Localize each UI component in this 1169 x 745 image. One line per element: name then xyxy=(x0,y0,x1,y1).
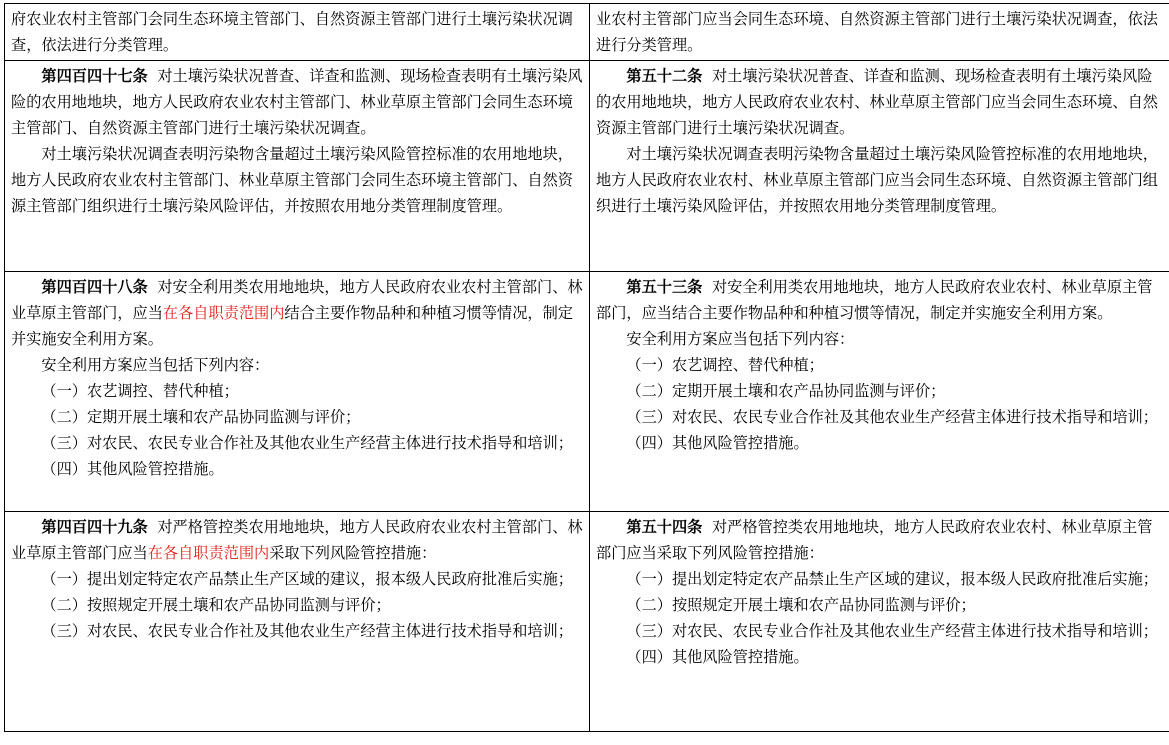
article-number: 第五十二条 xyxy=(626,67,703,85)
article-text: 对土壤污染状况普查、详查和监测、现场检查表明有土壤污染风险的农用地地块，地方人民政府农业农村主管部门、林业草原主管部门会同生态环境主管部门、自然资源主管部门进行土壤污染状况调查。 xyxy=(11,67,583,137)
article-number: 第四百四十八条 xyxy=(41,278,148,296)
paragraph: 安全利用方案应当包括下列内容： xyxy=(626,330,855,348)
article-number: 第五十三条 xyxy=(626,278,703,296)
left-cell xyxy=(5,61,590,272)
paragraph: 对土壤污染状况调查表明污染物含量超过土壤污染风险管控标准的农用地地块，地方人民政府农业农村、林业草原主管部门应当会同生态环境、自然资源主管部门组织进行土壤污染风险评估，并按照农用地分类管理制度管理。 xyxy=(596,145,1158,215)
list-item: （一）提出划定特定农产品禁止生产区域的建议，报本级人民政府批准后实施； xyxy=(626,570,1158,588)
list-item: （二）定期开展土壤和农产品协同监测与评价； xyxy=(626,382,946,400)
article-text: 对安全利用类农用地地块，地方人民政府农业农村主管部门、林业草原主管部门，应当 xyxy=(11,278,583,322)
article-paragraph xyxy=(11,514,584,566)
list-item: （三）对农民、农民专业合作社及其他农业生产经营主体进行技术指导和培训； xyxy=(626,622,1158,640)
list-item: （三）对农民、农民专业合作社及其他农业生产经营主体进行技术指导和培训； xyxy=(41,434,573,452)
right-cell xyxy=(590,272,1169,512)
table-row xyxy=(5,4,1169,61)
list-item: （二）按照规定开展土壤和农产品协同监测与评价； xyxy=(626,596,976,614)
article-text: 采取下列风险管控措施： xyxy=(269,544,437,562)
table-row xyxy=(5,61,1169,272)
article-text: 对严格管控类农用地地块，地方人民政府农业农村主管部门、林业草原主管部门应当 xyxy=(11,518,583,562)
left-cell xyxy=(5,512,590,732)
list-item: （二）按照规定开展土壤和农产品协同监测与评价； xyxy=(41,596,391,614)
list-item: （四）其他风险管控措施。 xyxy=(41,460,224,478)
list-item: （四）其他风险管控措施。 xyxy=(626,648,809,666)
article-number: 第四百四十九条 xyxy=(41,518,148,536)
left-cell xyxy=(5,272,590,512)
highlighted-change: 在各自职责范围内 xyxy=(147,544,270,562)
article-paragraph xyxy=(596,63,1165,141)
paragraph: 府农业农村主管部门会同生态环境主管部门、自然资源主管部门进行土壤污染状况调查，依法进行分类管理。 xyxy=(11,10,573,54)
list-item: （一）农艺调控、替代种植； xyxy=(41,382,239,400)
list-item: （三）对农民、农民专业合作社及其他农业生产经营主体进行技术指导和培训； xyxy=(41,622,573,640)
article-text: 对严格管控类农用地地块，地方人民政府农业农村、林业草原主管部门应当采取下列风险管控措施： xyxy=(596,518,1153,562)
right-cell xyxy=(590,4,1169,61)
article-text: 对安全利用类农用地地块，地方人民政府农业农村、林业草原主管部门，应当结合主要作物品种和种植习惯等情况，制定并实施安全利用方案。 xyxy=(596,278,1153,322)
paragraph: 对土壤污染状况调查表明污染物含量超过土壤污染风险管控标准的农用地地块，地方人民政府农业农村主管部门、林业草原主管部门会同生态环境主管部门、自然资源主管部门组织进行土壤污染风险评估，并按照农用地分类管理制度管理。 xyxy=(11,145,573,215)
article-paragraph xyxy=(596,514,1165,566)
list-item: （一）农艺调控、替代种植； xyxy=(626,356,824,374)
paragraph: 业农村主管部门应当会同生态环境、自然资源主管部门进行土壤污染状况调查，依法进行分类管理。 xyxy=(596,10,1158,54)
highlighted-change: 在各自职责范围内 xyxy=(162,304,285,322)
list-item: （二）定期开展土壤和农产品协同监测与评价； xyxy=(41,408,361,426)
list-item: （三）对农民、农民专业合作社及其他农业生产经营主体进行技术指导和培训； xyxy=(626,408,1158,426)
article-paragraph xyxy=(11,274,584,352)
table-row xyxy=(5,272,1169,512)
list-item: （一）提出划定特定农产品禁止生产区域的建议，报本级人民政府批准后实施； xyxy=(41,570,573,588)
article-number: 第四百四十七条 xyxy=(41,67,148,85)
comparison-table xyxy=(4,3,1169,732)
right-cell xyxy=(590,512,1169,732)
article-paragraph xyxy=(11,63,584,141)
right-cell xyxy=(590,61,1169,272)
article-paragraph xyxy=(596,274,1165,326)
list-item: （四）其他风险管控措施。 xyxy=(626,434,809,452)
article-text: 对土壤污染状况普查、详查和监测、现场检查表明有土壤污染风险的农用地地块，地方人民政府农业农村、林业草原主管部门应当会同生态环境、自然资源主管部门进行土壤污染状况调查。 xyxy=(596,67,1158,137)
table-row xyxy=(5,512,1169,732)
left-cell xyxy=(5,4,590,61)
paragraph: 安全利用方案应当包括下列内容： xyxy=(41,356,270,374)
article-number: 第五十四条 xyxy=(626,518,703,536)
article-text: 结合主要作物品种和种植习惯等情况，制定并实施安全利用方案。 xyxy=(11,304,573,348)
